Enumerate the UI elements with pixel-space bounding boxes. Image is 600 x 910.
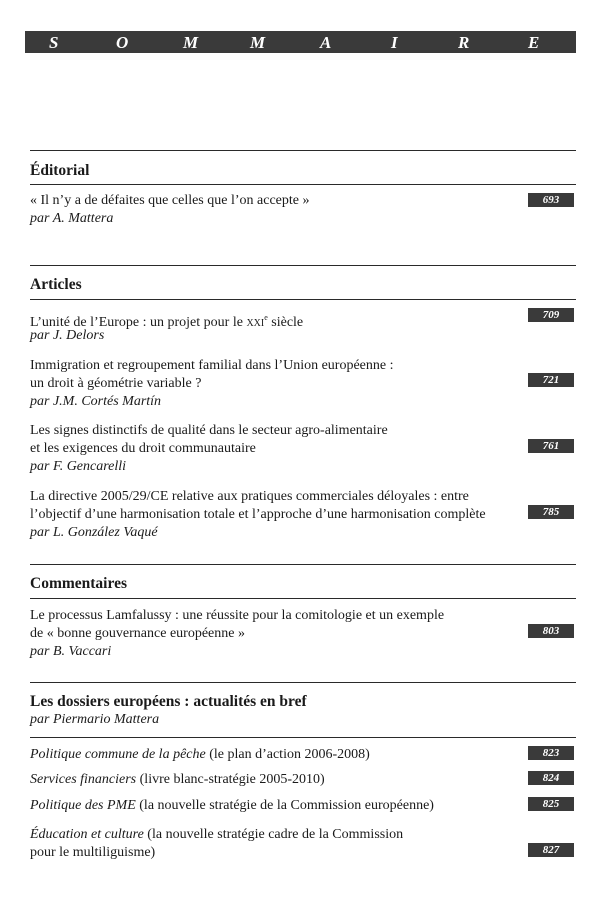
banner-letter: O bbox=[116, 33, 129, 52]
section-heading-commentaires: Commentaires bbox=[30, 575, 127, 592]
entry-author: par F. Gencarelli bbox=[30, 459, 127, 474]
dossier-topic: Services financiers bbox=[30, 772, 137, 787]
title-text: siècle bbox=[267, 315, 304, 330]
dossier-detail: (le plan d’action 2006-2008) bbox=[205, 747, 370, 762]
entry-title-line[interactable]: La directive 2005/29/CE relative aux pratiques commerciales déloyales : entre bbox=[30, 489, 469, 504]
entry-title-line[interactable]: et les exigences du droit communautaire bbox=[30, 441, 256, 456]
entry-title-line[interactable]: de « bonne gouvernance européenne » bbox=[30, 626, 245, 641]
dossier-item-line2[interactable]: pour le multiliguisme) bbox=[30, 845, 156, 860]
dossier-item[interactable] bbox=[30, 771, 325, 788]
entry-title[interactable]: « Il n’y a de défaites que celles que l’on accepte » bbox=[30, 193, 310, 208]
sommaire-banner bbox=[25, 31, 576, 53]
dossier-topic: Politique commune de la pêche bbox=[30, 747, 206, 762]
section-rule bbox=[30, 737, 576, 738]
section-rule bbox=[30, 150, 576, 151]
banner-letter: M bbox=[183, 33, 199, 52]
title-century: XXI bbox=[246, 318, 265, 329]
entry-author: par J.M. Cortés Martín bbox=[30, 394, 162, 409]
banner-letter: S bbox=[49, 33, 59, 52]
section-rule bbox=[30, 299, 576, 300]
dossier-item[interactable] bbox=[30, 746, 370, 763]
section-heading-editorial: Éditorial bbox=[30, 162, 90, 179]
page-number-badge[interactable]: 761 bbox=[528, 439, 574, 453]
dossier-detail: (livre blanc-stratégie 2005-2010) bbox=[136, 772, 325, 787]
page-number-badge[interactable]: 803 bbox=[528, 624, 574, 638]
dossier-item[interactable] bbox=[30, 826, 403, 843]
dossier-detail: (la nouvelle stratégie de la Commission européenne) bbox=[135, 798, 434, 813]
dossier-detail: (la nouvelle stratégie cadre de la Commission bbox=[143, 827, 404, 842]
entry-title-line[interactable]: Immigration et regroupement familial dans l’Union européenne : bbox=[30, 358, 394, 373]
entry-title-line[interactable]: Le processus Lamfalussy : une réussite pour la comitologie et un exemple bbox=[30, 608, 445, 623]
page-number-badge[interactable]: 709 bbox=[528, 308, 574, 322]
section-rule bbox=[30, 184, 576, 185]
title-superscript: e bbox=[264, 313, 268, 322]
banner-letter: M bbox=[250, 33, 266, 52]
entry-title-line[interactable]: un droit à géométrie variable ? bbox=[30, 376, 202, 391]
section-heading-articles: Articles bbox=[30, 276, 82, 293]
dossier-topic: Éducation et culture bbox=[30, 827, 144, 842]
entry-author: par B. Vaccari bbox=[30, 644, 112, 659]
section-rule bbox=[30, 682, 576, 683]
page-number-badge[interactable]: 823 bbox=[528, 746, 574, 760]
banner-letter: I bbox=[391, 33, 398, 52]
entry-author: par L. González Vaqué bbox=[30, 525, 158, 540]
entry-author: par J. Delors bbox=[30, 328, 105, 343]
section-rule bbox=[30, 564, 576, 565]
entry-title-line[interactable]: l’objectif d’une harmonisation totale et l’approche d’une harmonisation complète bbox=[30, 507, 486, 522]
entry-title-line[interactable]: Les signes distinctifs de qualité dans le secteur agro-alimentaire bbox=[30, 423, 388, 438]
page-number-badge[interactable]: 827 bbox=[528, 843, 574, 857]
section-heading-dossiers: Les dossiers européens : actualités en bref bbox=[30, 693, 307, 710]
page-number-badge[interactable]: 693 bbox=[528, 193, 574, 207]
page-number-badge[interactable]: 785 bbox=[528, 505, 574, 519]
section-author: par Piermario Mattera bbox=[30, 712, 160, 727]
dossier-topic: Politique des PME bbox=[30, 798, 136, 813]
entry-author: par A. Mattera bbox=[30, 211, 114, 226]
banner-letter: A bbox=[320, 33, 332, 52]
page-number-badge[interactable]: 825 bbox=[528, 797, 574, 811]
banner-letter: R bbox=[458, 33, 470, 52]
section-rule bbox=[30, 265, 576, 266]
banner-letter: E bbox=[528, 33, 540, 52]
page-number-badge[interactable]: 824 bbox=[528, 771, 574, 785]
title-text: L’unité de l’Europe : un projet pour le bbox=[30, 315, 247, 330]
dossier-item[interactable] bbox=[30, 797, 434, 814]
section-rule bbox=[30, 598, 576, 599]
page-number-badge[interactable]: 721 bbox=[528, 373, 574, 387]
